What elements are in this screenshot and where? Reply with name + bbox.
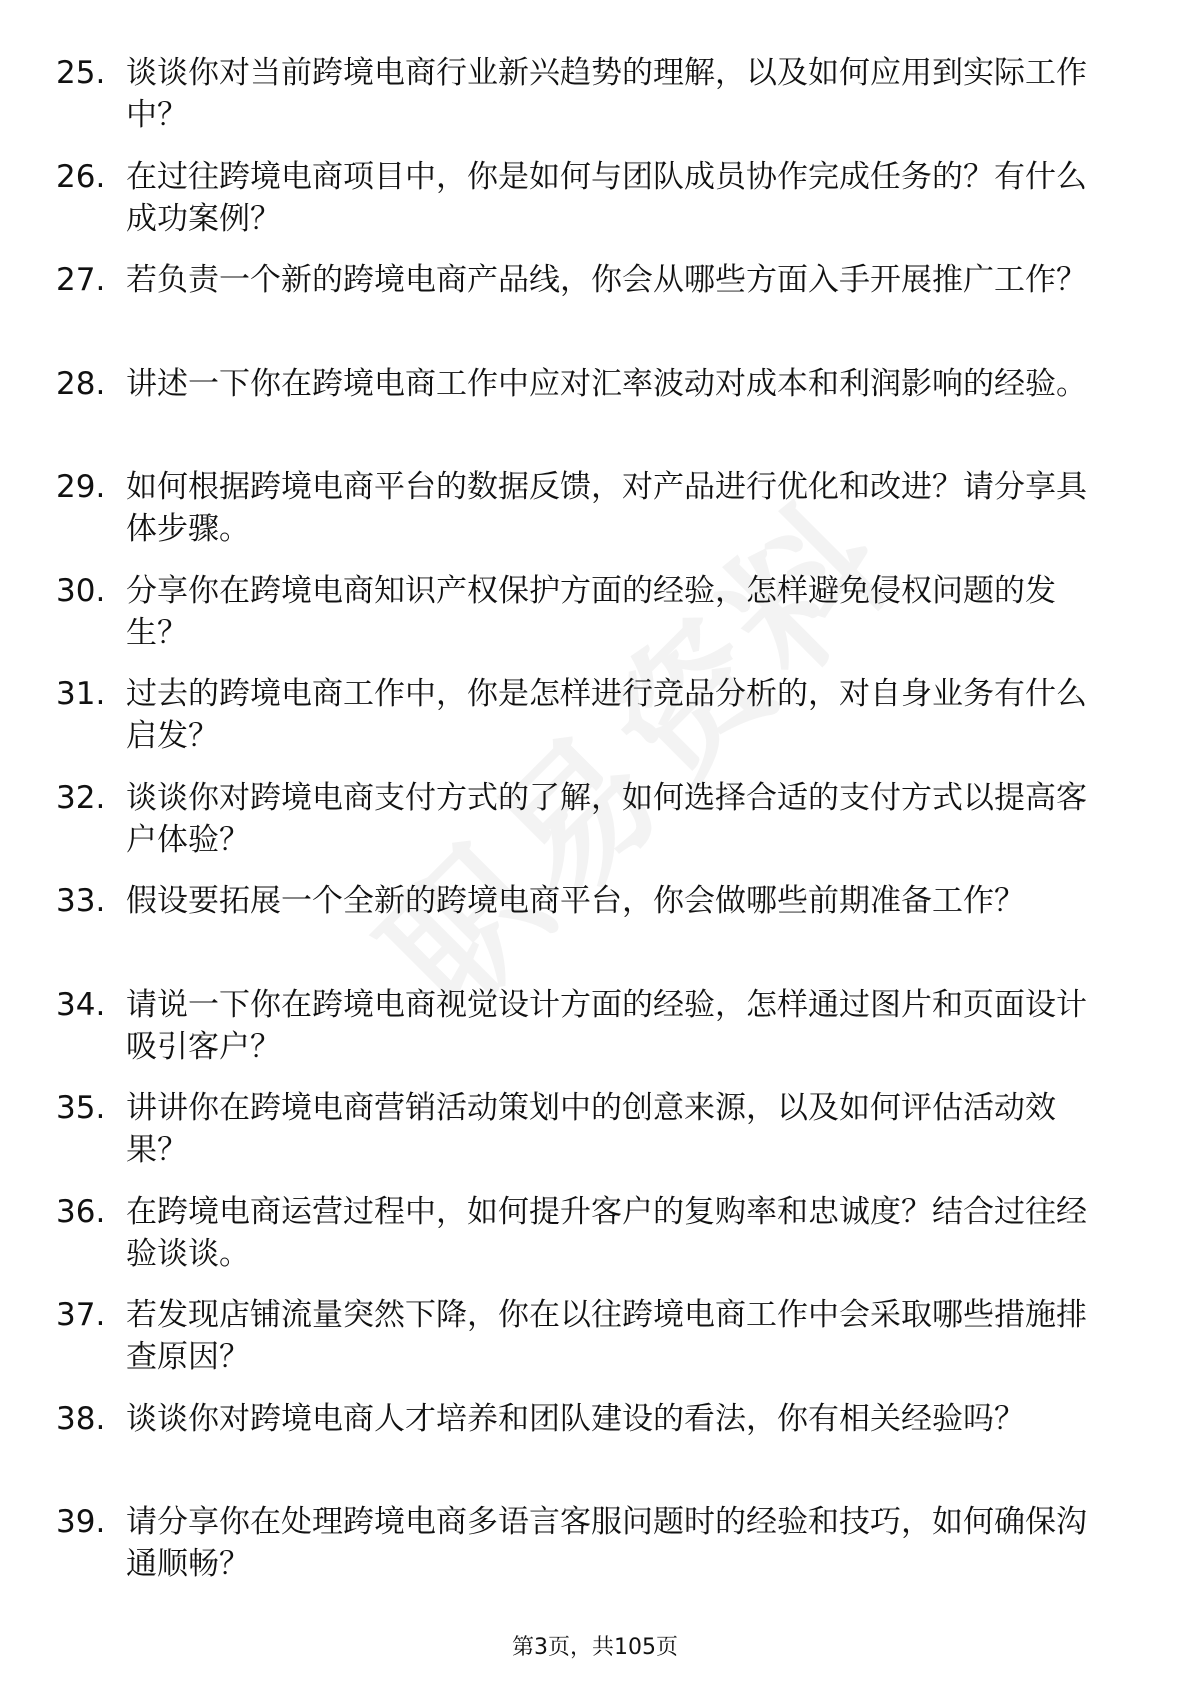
question-text: 如何根据跨境电商平台的数据反馈，对产品进行优化和改进？请分享具体步骤。 (126, 469, 1087, 547)
question-list (56, 52, 1116, 1605)
question-item (56, 1087, 1116, 1191)
question-text: 若负责一个新的跨境电商产品线，你会从哪些方面入手开展推广工作？ (126, 262, 1087, 298)
question-text: 过去的跨境电商工作中，你是怎样进行竞品分析的，对自身业务有什么启发？ (126, 676, 1087, 754)
question-item (56, 777, 1116, 881)
question-item (56, 1398, 1116, 1502)
question-text: 讲讲你在跨境电商营销活动策划中的创意来源，以及如何评估活动效果？ (126, 1090, 1056, 1168)
question-text: 讲述一下你在跨境电商工作中应对汇率波动对成本和利润影响的经验。 (126, 365, 1087, 402)
question-text: 分享你在跨境电商知识产权保护方面的经验，怎样避免侵权问题的发生？ (126, 572, 1056, 651)
question-text: 假设要拓展一个全新的跨境电商平台，你会做哪些前期准备工作？ (126, 883, 1025, 919)
question-item (56, 673, 1116, 777)
question-item (56, 363, 1116, 467)
question-item (56, 1294, 1116, 1398)
question-number: 28. (56, 365, 106, 402)
question-item (56, 1191, 1116, 1295)
question-text: 请说一下你在跨境电商视觉设计方面的经验，怎样通过图片和页面设计吸引客户？ (126, 986, 1087, 1065)
question-item (56, 880, 1116, 984)
question-item (56, 259, 1116, 363)
question-number: 36. (56, 1193, 106, 1230)
question-number: 37. (56, 1297, 106, 1333)
question-number: 26. (56, 158, 106, 195)
question-item (56, 156, 1116, 260)
question-text: 在过往跨境电商项目中，你是如何与团队成员协作完成任务的？有什么成功案例？ (126, 158, 1087, 237)
question-number: 31. (56, 676, 106, 712)
page-indicator: 第3页，共105页 (512, 1635, 678, 1660)
question-number: 25. (56, 55, 106, 91)
question-item (56, 570, 1116, 674)
question-text: 在跨境电商运营过程中，如何提升客户的复购率和忠诚度？结合过往经验谈谈。 (126, 1193, 1087, 1272)
question-item (56, 1501, 1116, 1605)
question-text: 谈谈你对跨境电商支付方式的了解，如何选择合适的支付方式以提高客户体验？ (126, 779, 1087, 858)
question-number: 35. (56, 1090, 106, 1126)
question-number: 39. (56, 1504, 106, 1540)
question-number: 27. (56, 262, 106, 298)
question-number: 33. (56, 883, 106, 919)
question-text: 谈谈你对跨境电商人才培养和团队建设的看法，你有相关经验吗？ (126, 1400, 1025, 1437)
question-item (56, 52, 1116, 156)
question-number: 38. (56, 1400, 106, 1437)
question-text: 谈谈你对当前跨境电商行业新兴趋势的理解，以及如何应用到实际工作中？ (126, 55, 1087, 133)
question-number: 29. (56, 469, 106, 505)
question-number: 32. (56, 779, 106, 816)
question-item (56, 466, 1116, 570)
question-text: 请分享你在处理跨境电商多语言客服问题时的经验和技巧，如何确保沟通顺畅？ (126, 1504, 1087, 1582)
question-text: 若发现店铺流量突然下降，你在以往跨境电商工作中会采取哪些措施排查原因？ (126, 1297, 1087, 1375)
question-item (56, 984, 1116, 1088)
question-number: 34. (56, 986, 106, 1023)
question-number: 30. (56, 572, 106, 609)
